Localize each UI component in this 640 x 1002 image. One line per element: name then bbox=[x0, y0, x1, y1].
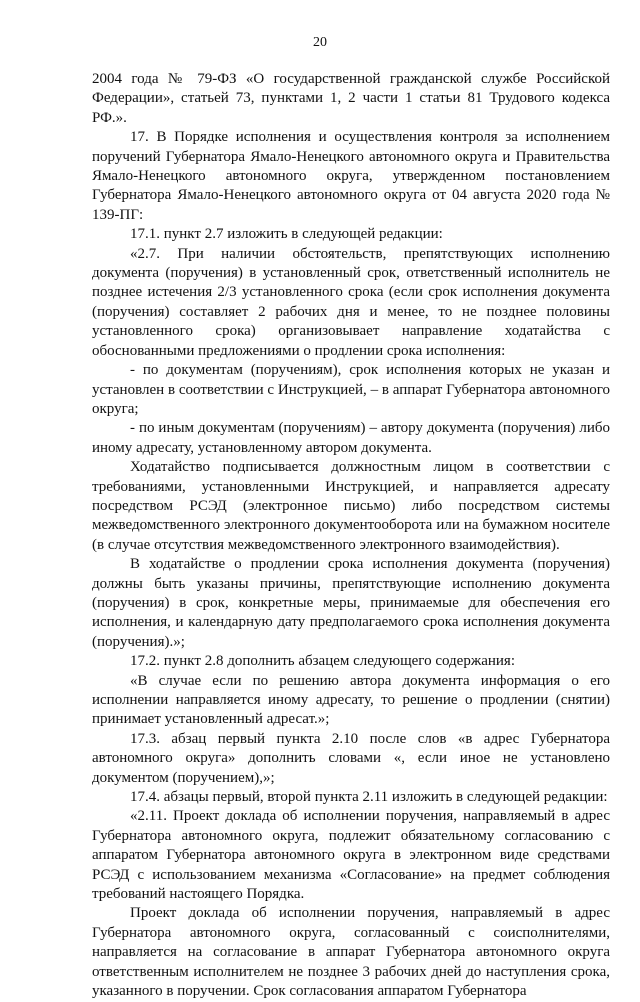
paragraph: В ходатайстве о продлении срока исполнения документа (поручения) должны быть указаны причины, препятствующие исполнению документа (поручения) в срок, конкретные меры, принимаемые для обеспечения его исполнения, и календарную дату предполагаемого срока исполнения документа (поручения).»; bbox=[92, 556, 610, 650]
paragraph: «2.11. Проект доклада об исполнении поручения, направляемый в адрес Губернатора автономного округа, подлежит обязательному согласованию с аппаратом Губернатора автономного округа в электронном виде средствами РСЭД с использованием механизма «Согласование» на предмет соблюдения требований настоящего Порядка. bbox=[92, 808, 610, 903]
paragraph: 17.2. пункт 2.8 дополнить абзацем следующего содержания: bbox=[130, 653, 515, 670]
paragraph: 17.4. абзацы первый, второй пункта 2.11 изложить в следующей редакции: bbox=[130, 789, 608, 806]
paragraph: - по иным документам (поручениям) – автору документа (поручения) либо иному адресату, установленному автором документа. bbox=[92, 420, 610, 456]
paragraph: Проект доклада об исполнении поручения, направляемый в адрес Губернатора автономного округа, согласованный с соисполнителями, направляется на согласование в аппарат Губернатора автономного округа ответственным исполнителем не позднее 3 рабочих дней до наступления срока, указанного в поручении. Срок согласования аппаратом Губернатора bbox=[92, 905, 610, 1000]
paragraph: 17.1. пункт 2.7 изложить в следующей редакции: bbox=[130, 226, 443, 243]
paragraph: 17. В Порядке исполнения и осуществления контроля за исполнением поручений Губернатора Ямало-Ненецкого автономного округа и Правительства Ямало-Ненецкого автономного округа, утвержденном постановлением Губернатора Ямало-Ненецкого автономного округа от 04 августа 2020 года № 139-ПГ: bbox=[92, 129, 610, 223]
page-number: 20 bbox=[313, 35, 327, 50]
paragraph: 2004 года № 79-ФЗ «О государственной гражданской службе Российской Федерации», статьей 73, пунктами 1, 2 части 1 статьи 81 Трудового кодекса РФ.». bbox=[92, 71, 610, 126]
paragraph: «2.7. При наличии обстоятельств, препятствующих исполнению документа (поручения) в установленный срок, ответственный исполнитель не позднее истечения 2/3 установленного срока (если срок исполнения документа (поручения) составляет 2 рабочих дня и менее, то не позднее половины установленного срока) организовывает направление ходатайства с обоснованными предложениями о продлении срока исполнения: bbox=[92, 245, 610, 359]
paragraph: 17.3. абзац первый пункта 2.10 после слов «в адрес Губернатора автономного округа» дополнить словами «, если иное не установлено документом (поручением),»; bbox=[92, 730, 610, 786]
document-body bbox=[92, 70, 610, 1002]
paragraph: - по документам (поручениям), срок исполнения которых не указан и установлен в соответствии с Инструкцией, – в аппарат Губернатора автономного округа; bbox=[92, 362, 610, 417]
paragraph: «В случае если по решению автора документа информация о его исполнении направляется иному адресату, то решение о продлении (снятии) принимает установленный адресат.»; bbox=[92, 672, 610, 728]
paragraph: Ходатайство подписывается должностным лицом в соответствии с требованиями, установленными Инструкцией, и направляется адресату посредством РСЭД (электронное письмо) либо посредством системы межведомственного электронного документооборота или на бумажном носителе (в случае отсутствия межведомственного электронного взаимодействия). bbox=[92, 459, 610, 553]
